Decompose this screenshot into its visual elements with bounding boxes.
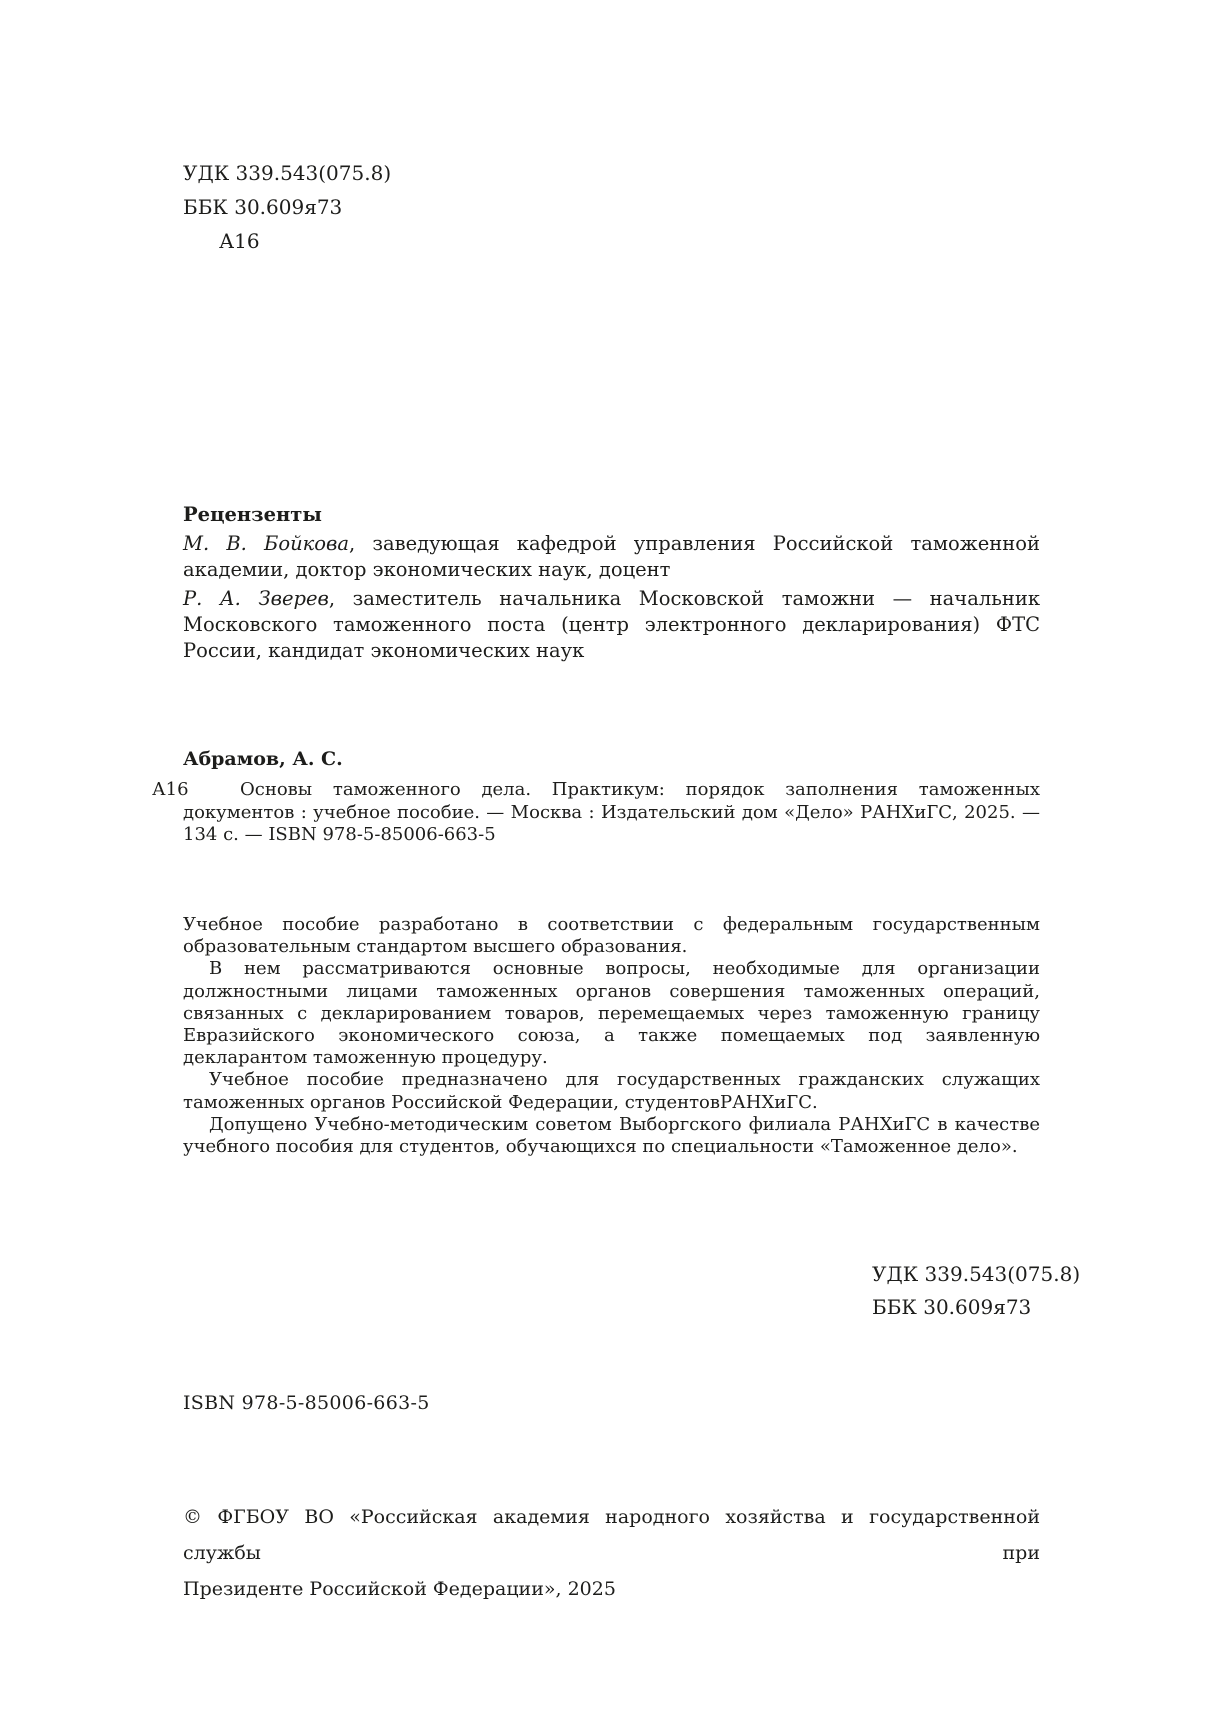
isbn-text: ISBN 978-5-85006-663-5 xyxy=(183,1392,430,1414)
reviewer-entry xyxy=(183,531,1040,583)
reviewer-name: М. В. Бойкова xyxy=(183,532,349,555)
bottom-udk-code: УДК 339.543(075.8) xyxy=(872,1262,1081,1286)
reviewers-heading: Рецензенты xyxy=(183,503,322,526)
top-codes-block xyxy=(183,156,1040,258)
annotation-paragraph: В нем рассматриваются основные вопросы, необходимые для организации должностными лицами таможенных органов совершения таможенных операций, связанных с декларированием товаров, перемещаемых через таможенную границу Евразийского экономического союза, а также помещаемых под заявленную декларантом таможенную процедуру. xyxy=(183,958,1040,1069)
reviewer-description: , заместитель начальника Московской таможни — начальник Московского таможенного поста (центр электронного декларирования) ФТС России, кандидат экономических наук xyxy=(183,587,1041,662)
annotation-paragraph: Допущено Учебно-методическим советом Выборгского филиала РАНХиГС в качестве учебного пособия для студентов, обучающихся по специальности «Таможенное дело». xyxy=(183,1113,1040,1158)
author-sign-code: А16 xyxy=(219,229,260,253)
reviewer-entry xyxy=(183,586,1040,664)
copyright-line: Президенте Российской Федерации», 2025 xyxy=(183,1578,616,1600)
copyright-line: © ФГБОУ ВО «Российская академия народного хозяйства и государственной службы при xyxy=(183,1506,1040,1564)
bbk-code: ББК 30.609я73 xyxy=(183,195,343,219)
reviewers-block xyxy=(183,502,1040,664)
copyright-block xyxy=(183,1499,1040,1607)
udk-code: УДК 339.543(075.8) xyxy=(183,161,392,185)
annotation-block xyxy=(183,914,1040,1158)
bottom-codes-block xyxy=(872,1258,1080,1324)
annotation-paragraph: Учебное пособие предназначено для государственных гражданских служащих таможенных органов Российской Федерации, студентовРАНХиГС. xyxy=(183,1069,1040,1113)
reviewer-description: , заведующая кафедрой управления Российской таможенной академии, доктор экономических наук, доцент xyxy=(183,532,1040,581)
catalog-code: А16 xyxy=(152,779,189,800)
catalog-entry-block xyxy=(152,779,1040,847)
bottom-bbk-code: ББК 30.609я73 xyxy=(872,1295,1032,1319)
catalog-description: Основы таможенного дела. Практикум: порядок заполнения таможенных документов : учебное пособие. — Москва : Издательский дом «Дело» РАНХиГС, 2025. — 134 с. — ISBN 978-5-85006-663-5 xyxy=(183,779,1040,845)
catalog-author: Абрамов, А. С. xyxy=(183,748,343,770)
annotation-paragraph: Учебное пособие разработано в соответствии с федеральным государственным образовательным стандартом высшего образования. xyxy=(183,914,1040,958)
reviewer-name: Р. А. Зверев xyxy=(183,587,329,610)
